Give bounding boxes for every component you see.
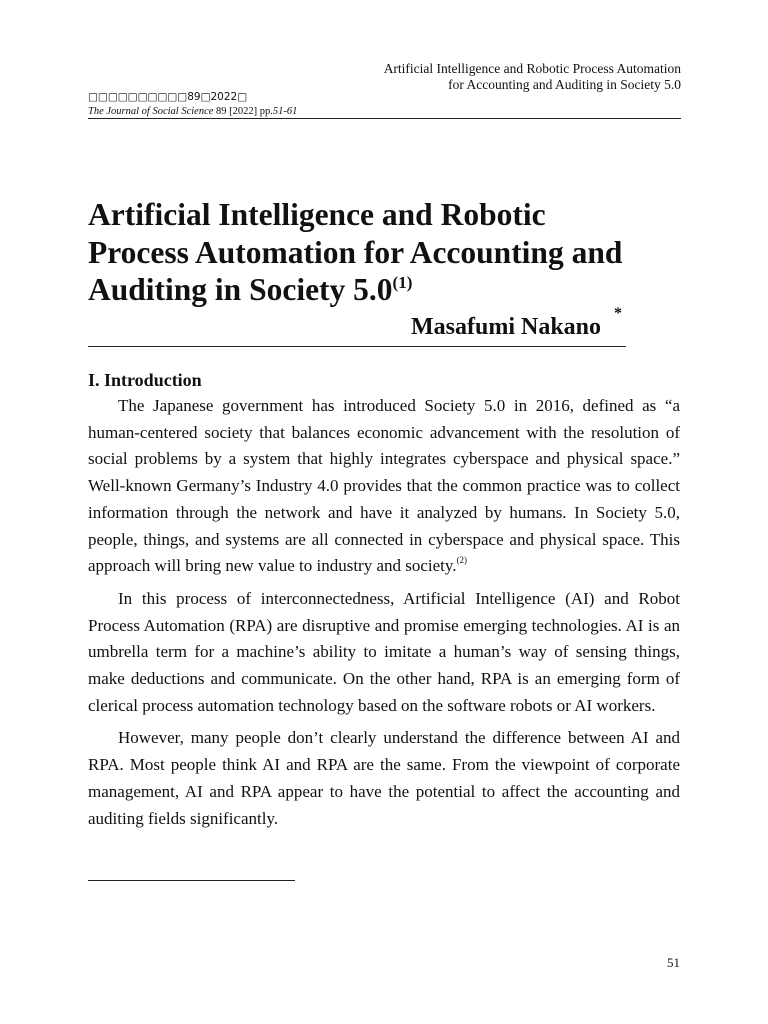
paragraph-2: In this process of interconnectedness, Artificial Intelligence (AI) and Robot Process Automation (RPA) are disruptive and promise emerging technologies. AI is an umbrella term for a machine’s ability to imitate a human’s way of sensing things, make deductions and communicate. On the other hand, RPA is an emerging form of clerical process automation technology based on the software robots or AI workers. [88,588,680,715]
journal-japanese-line: □□□□□□□□□□89□2022□ [88,91,248,103]
title-line3: Auditing in Society 5.0 [88,272,393,307]
title-rule [88,346,626,347]
running-head-line1: Artificial Intelligence and Robotic Process Automation [383,61,681,76]
paragraph-1-text: The Japanese government has introduced Society 5.0 in 2016, defined as “a human-centered society that balances economic advancement with the resolution of social problems by a system that highly integrates cyberspace and physical space.” Well-known Germany’s Industry 4.0 provides that the common practice was to collect information through the network and have it analyzed by humans. In Society 5.0, people, things, and systems are all connected in cyberspace and physical space. This approach will bring new value to industry and society. [88,396,680,576]
running-head-line2: for Accounting and Auditing in Society 5.0 [448,77,681,92]
section-heading: I. Introduction [88,370,202,390]
journal-issue: 89 [2022] pp. [213,106,273,117]
journal-citation [88,105,297,118]
title-footnote-ref[interactable]: (1) [392,273,413,292]
author-name: Masafumi Nakano [411,314,602,340]
title-line2: Process Automation for Accounting and [88,234,623,270]
running-head [261,61,681,93]
journal-name: The Journal of Social Science [88,106,214,117]
page-number: 51 [667,955,680,970]
paragraph-3: However, many people don’t clearly understand the difference between AI and RPA. Most people think AI and RPA are the same. From the viewpoint of corporate management, AI and RPA appear to have the potential to affect the accounting and auditing fields significantly. [88,728,680,828]
paragraph-1-footnote-ref[interactable]: (2) [456,555,468,566]
paper-title [88,196,698,309]
author-footnote-mark[interactable]: * [614,305,622,322]
body-text [88,393,680,832]
paragraph-1 [88,393,680,580]
footnote-rule [88,880,295,881]
header-rule [88,118,681,119]
journal-pages: 51-61 [272,106,298,117]
title-line1: Artificial Intelligence and Robotic [88,197,546,232]
